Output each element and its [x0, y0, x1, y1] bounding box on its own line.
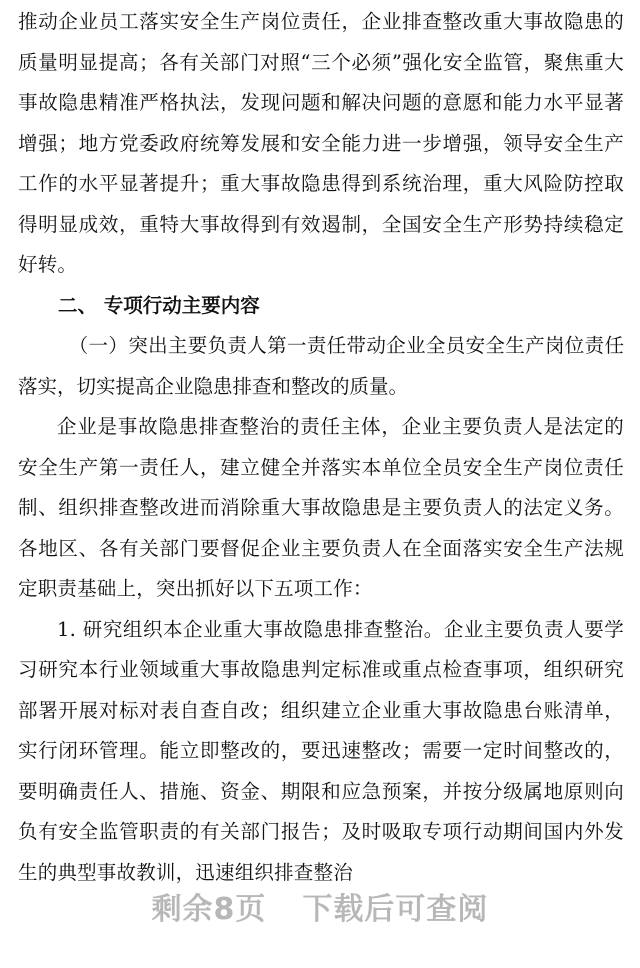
body-paragraph: 推动企业员工落实安全生产岗位责任，企业排查整改重大事故隐患的质量明显提高；各有关部门对照“三个必须”强化安全监管，聚焦重大事故隐患精准严格执法，发现问题和解决问题的意愿和能力水平显著增强；地方党委政府统筹发展和安全能力进一步增强，领导安全生产工作的水平显著提升；重大事故隐患得到系统治理，重大风险防控取得明显成效，重特大事故得到有效遏制，全国安全生产形势持续稳定好转。: [18, 10, 624, 276]
subsection-heading: （一）突出主要负责人第一责任带动企业全员安全生产岗位责任落实，切实提高企业隐患排查和整改的质量。: [18, 334, 624, 398]
remaining-pages-label: 剩余8页: [151, 892, 267, 927]
body-paragraph: 企业是事故隐患排查整治的责任主体，企业主要负责人是法定的安全生产第一责任人，建立健全并落实本单位全员安全生产岗位责任制、组织排查整改进而消除重大事故隐患是主要负责人的法定义务。各地区、各有关部门要督促企业主要负责人在全面落实安全生产法规定职责基础上，突出抓好以下五项工作：: [18, 415, 624, 600]
body-paragraph: 1. 研究组织本企业重大事故隐患排查整治。企业主要负责人要学习研究本行业领域重大事故隐患判定标准或重点检查事项，组织研究部署开展对标对表自查自改；组织建立企业重大事故隐患台账清单，实行闭环管理。能立即整改的，要迅速整改；需要一定时间整改的，要明确责任人、措施、资金、期限和应急预案，并按分级属地原则向负有安全监管职责的有关部门报告；及时吸取专项行动期间国内外发生的典型事故教训，迅速组织排查整治: [18, 617, 624, 884]
download-prompt-label: 下载后可查阅: [302, 892, 489, 927]
document-body: [18, 2, 624, 893]
section-heading: 二、 专项行动主要内容: [58, 293, 260, 317]
download-notice[interactable]: [0, 884, 640, 928]
